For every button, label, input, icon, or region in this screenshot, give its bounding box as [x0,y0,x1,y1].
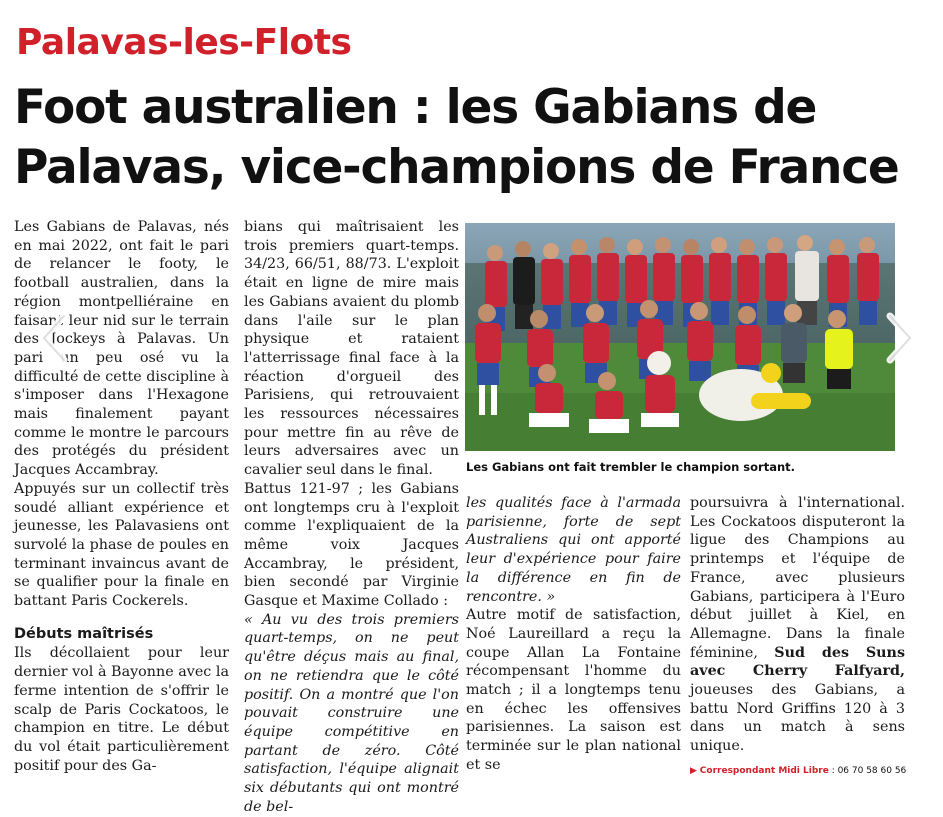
article-column-2 [244,218,459,815]
credit-label: Correspondant Midi Libre [699,765,829,776]
headline: Foot australien : les Gabians de Palavas, vice-champions de France [14,80,899,195]
paragraph-text: joueuses des Gabians, a battu Nord Griffins 120 à 3 dans un match à sens unique. [690,682,905,755]
section-subhead: Débuts maîtrisés [14,625,154,642]
correspondent-credit [690,762,905,781]
team-photo [465,223,895,451]
chevron-left-icon [34,310,74,366]
photo-caption: Les Gabians ont fait trembler le champion sortant. [466,460,796,474]
paragraph [690,494,905,756]
article-column-3 [466,494,681,773]
paragraph: Ils décollaient pour leur dernier vol à Bayonne avec la ferme intention de s'offrir le scalp de Paris Cockatoos, le champion en titre. Le début du vol était particulièrement positif pour des Ga- [14,645,229,774]
team-photo-illustration [465,223,895,451]
quote-paragraph: les qualités face à l'armada parisienne, forte de sept Australiens qui ont apporté leur d'expérience pour faire la différence en fin de rencontre. » [466,495,681,605]
kicker: Palavas-les-Flots [16,22,352,63]
paragraph-text: poursuivra à l'international. Les Cockatoos disputeront la ligue des Champions au printemps et l'équipe de France, avec plusieurs Gabians, participera à l'Euro début juillet à Kiel, en Allemagne. Dans la finale féminine, [690,495,905,661]
previous-button[interactable] [34,310,74,366]
paragraph: Appuyés sur un collectif très soudé alliant expérience et jeunesse, les Palavasiens ont survolé la phase de poules en terminant invaincus avant de se qualifier pour la finale en battant Paris Cockerels. [14,480,229,610]
paragraph: Autre motif de satisfaction, Noé Laureillard a reçu la coupe Allan La Fontaine récompensant l'homme du match ; il a longtemps tenu en échec les offensives parisiennes. La saison est terminée sur le plan national et se [466,607,681,773]
paragraph: Les Gabians de Palavas, nés en mai 2022, ont fait le pari de relancer le footy, le football australien, dans la région montpelliéraine en faisant leur nid sur le terrain des Jockeys à Palavas. Un pari un peu osé vu la difficulté de cette discipline à s'imposer dans l'Hexagone mais finalement payant comme le montre le parcours des protégés du président Jacques Accambray. [14,219,229,479]
article-column-4 [690,494,907,776]
credit-arrow-icon: ▶ [690,765,697,776]
credit-phone: : 06 70 58 60 56 [828,765,907,776]
paragraph: bians qui maîtrisaient les trois premiers quart-temps. 34/23, 66/51, 88/73. L'exploit était en ligne de mire mais les Gabians avaient du plomb dans l'aile sur le plan physique et rataient l'atterrissage final face à la réaction d'orgueil des Parisiens, qui retrouvaient les ressources nécessaires pour mettre fin au rêve de leurs adversaires avec un cavalier seul dans le final. [244,219,459,479]
chevron-right-icon [880,310,920,366]
paragraph: Battus 121-97 ; les Gabians ont longtemps cru à l'exploit comme l'expliquaient de la même voix Jacques Accambray, le président, bien secondé par Virginie Gasque et Maxime Collado : [244,480,459,610]
quote-paragraph: « Au vu des trois premiers quart-temps, on ne peut qu'être déçus mais au final, on ne retiendra que le côté positif. On a montré que l'on pouvait construire une équipe compétitive en partant de zéro. Côté satisfaction, l'équipe alignait six débutants qui ont montré de bel- [244,611,459,815]
article-column-1 [14,218,229,774]
bold-phrase: Sud des Suns avec Cherry Falfyard, [690,644,905,680]
next-button[interactable] [880,310,920,366]
